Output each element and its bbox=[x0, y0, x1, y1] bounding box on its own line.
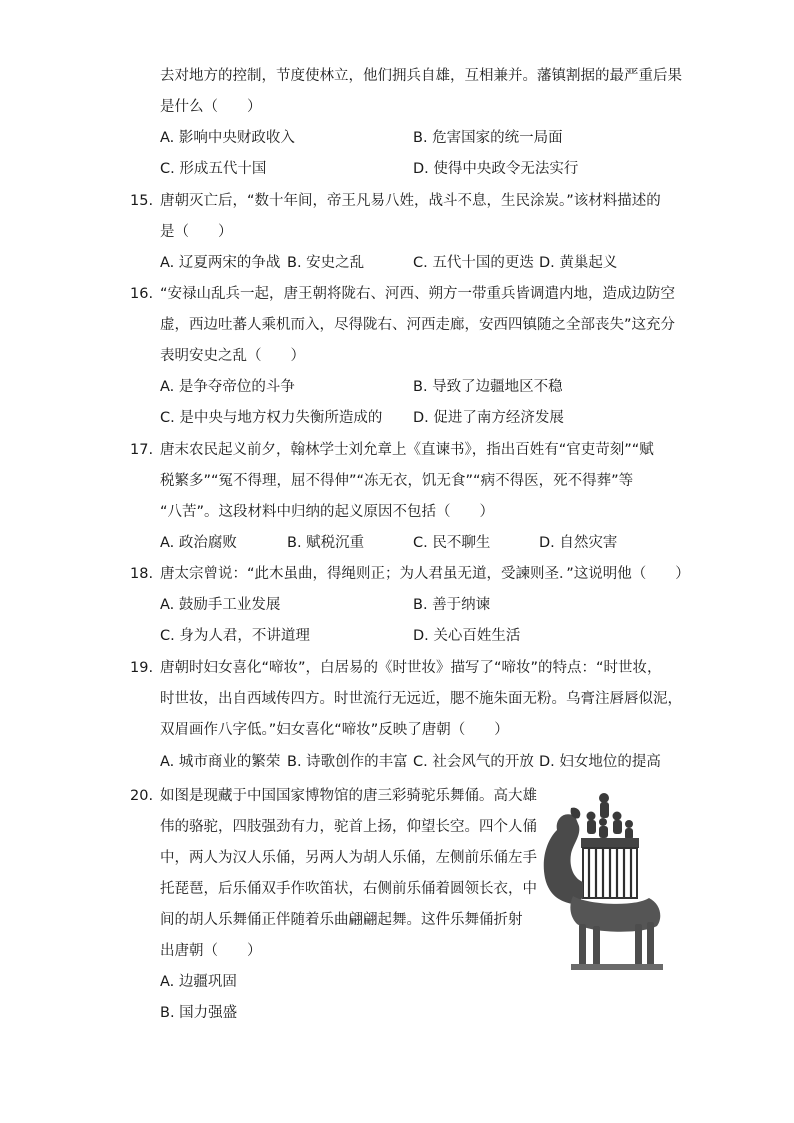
q17-option-b: B. 赋税沉重 bbox=[287, 535, 365, 551]
q20-option-a: A. 边疆巩固 bbox=[160, 974, 237, 990]
q16-number: 16. bbox=[130, 286, 154, 302]
q16-line-1: “安禄山乱兵一起，唐王朝将陇右、河西、朔方一带重兵皆调遣内地，造成边防空 bbox=[160, 286, 676, 302]
q18-number: 18. bbox=[130, 566, 154, 582]
q20-line-4: 托琵琶，后乐俑双手作吹笛状，右侧前乐俑着圆领长衣，中 bbox=[160, 881, 537, 897]
q14-option-b: B. 危害国家的统一局面 bbox=[413, 130, 563, 146]
q19-line-1: 唐朝时妇女喜化“啼妆”，白居易的《时世妆》描写了“啼妆”的特点：“时世妆， bbox=[160, 660, 662, 676]
q18-option-c: C. 身为人君，不讲道理 bbox=[160, 628, 310, 644]
q16-option-a: A. 是争夺帝位的斗争 bbox=[160, 379, 295, 395]
camel-musicians-figurine-image bbox=[533, 786, 668, 974]
q15-line-2: 是（ ） bbox=[160, 224, 233, 240]
q14-option-d: D. 使得中央政令无法实行 bbox=[413, 161, 579, 177]
q20-line-2: 伟的骆驼，四肢强劲有力，驼首上扬，仰望长空。四个人俑 bbox=[160, 819, 537, 835]
q16-line-3: 表明安史之乱（ ） bbox=[160, 348, 305, 364]
q16-line-2: 虚，西边吐蕃人乘机而入，尽得陇右、河西走廊，安西四镇随之全部丧失”这充分 bbox=[160, 317, 676, 333]
q19-option-b: B. 诗歌创作的丰富 bbox=[287, 754, 408, 770]
q15-number: 15. bbox=[130, 193, 154, 209]
q19-line-2: 时世妆，出自西域传四方。时世流行无远近，腮不施朱面无粉。乌膏注唇唇似泥， bbox=[160, 691, 682, 707]
q17-option-d: D. 自然灾害 bbox=[539, 535, 618, 551]
q18-option-b: B. 善于纳谏 bbox=[413, 597, 491, 613]
q14-option-a: A. 影响中央财政收入 bbox=[160, 130, 295, 146]
q16-option-c: C. 是中央与地方权力失衡所造成的 bbox=[160, 410, 383, 426]
q19-line-3: 双眉画作八字低。”妇女喜化“啼妆”反映了唐朝（ ） bbox=[160, 722, 509, 738]
q20-number: 20. bbox=[130, 788, 154, 804]
q18-option-d: D. 关心百姓生活 bbox=[413, 628, 521, 644]
q17-number: 17. bbox=[130, 442, 154, 458]
q15-option-a: A. 辽夏两宋的争战 bbox=[160, 255, 281, 271]
q20-option-b: B. 国力强盛 bbox=[160, 1005, 238, 1021]
q19-option-d: D. 妇女地位的提高 bbox=[539, 754, 661, 770]
q14-line-2: 是什么（ ） bbox=[160, 99, 262, 115]
q16-option-b: B. 导致了边疆地区不稳 bbox=[413, 379, 563, 395]
q15-option-c: C. 五代十国的更迭 bbox=[413, 255, 534, 271]
q17-line-2: 税繁多”“冤不得理，屈不得伸”“冻无衣，饥无食”“病不得医，死不得葬”等 bbox=[160, 473, 634, 489]
q17-option-a: A. 政治腐败 bbox=[160, 535, 237, 551]
q15-option-b: B. 安史之乱 bbox=[287, 255, 365, 271]
q14-line-1: 去对地方的控制，节度使林立，他们拥兵自雄，互相兼并。藩镇割据的最严重后果 bbox=[160, 68, 682, 84]
q20-line-5: 间的胡人乐舞俑正伴随着乐曲翩翩起舞。这件乐舞俑折射 bbox=[160, 912, 523, 928]
q17-option-c: C. 民不聊生 bbox=[413, 535, 491, 551]
q19-number: 19. bbox=[130, 660, 154, 676]
q18-option-a: A. 鼓励手工业发展 bbox=[160, 597, 281, 613]
q17-line-1: 唐末农民起义前夕，翰林学士刘允章上《直谏书》，指出百姓有“官吏苛刻”“赋 bbox=[160, 442, 654, 458]
q19-option-c: C. 社会风气的开放 bbox=[413, 754, 534, 770]
q16-option-d: D. 促进了南方经济发展 bbox=[413, 410, 564, 426]
q18-line-1: 唐太宗曾说：“此木虽曲，得绳则正；为人君虽无道，受諫则圣．”这说明他（ ） bbox=[160, 566, 690, 582]
q20-line-1: 如图是现藏于中国国家博物馆的唐三彩骑驼乐舞俑。高大雄 bbox=[160, 788, 537, 804]
q20-line-3: 中，两人为汉人乐俑，另两人为胡人乐俑，左侧前乐俑左手 bbox=[160, 850, 537, 866]
q19-option-a: A. 城市商业的繁荣 bbox=[160, 754, 281, 770]
q15-option-d: D. 黄巢起义 bbox=[539, 255, 618, 271]
q14-option-c: C. 形成五代十国 bbox=[160, 161, 267, 177]
q17-line-3: “八苦”。这段材料中归纳的起义原因不包括（ ） bbox=[160, 504, 495, 520]
q20-line-6: 出唐朝（ ） bbox=[160, 943, 262, 959]
q15-line-1: 唐朝灭亡后，“数十年间，帝王凡易八姓，战斗不息，生民涂炭。”该材料描述的 bbox=[160, 193, 661, 209]
